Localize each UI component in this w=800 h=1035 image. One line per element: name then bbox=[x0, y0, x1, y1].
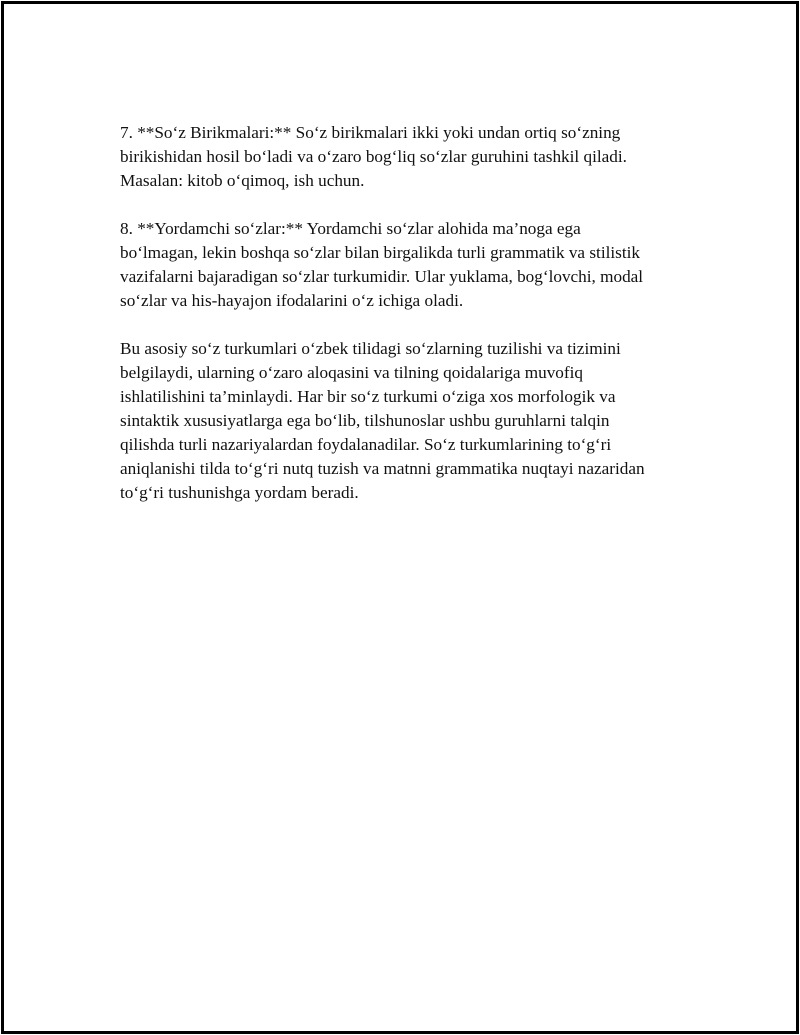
text-line: 8. **Yordamchi so‘zlar:** Yordamchi so‘zlar alohida ma’noga ega bbox=[120, 219, 581, 238]
text-line: Masalan: kitob o‘qimoq, ish uchun. bbox=[120, 171, 365, 190]
text-line: birikishidan hosil bo‘ladi va o‘zaro bog‘liq so‘zlar guruhini tashkil qiladi. bbox=[120, 147, 627, 166]
text-line: so‘zlar va his-hayajon ifodalarini o‘z ichiga oladi. bbox=[120, 291, 464, 310]
text-line: sintaktik xususiyatlarga ega bo‘lib, tilshunoslar ushbu guruhlarni talqin bbox=[120, 411, 610, 430]
text-line: bo‘lmagan, lekin boshqa so‘zlar bilan birgalikda turli grammatik va stilistik bbox=[120, 243, 640, 262]
text-line: 7. **So‘z Birikmalari:** So‘z birikmalari ikki yoki undan ortiq so‘zning bbox=[120, 123, 621, 142]
text-line: aniqlanishi tilda to‘g‘ri nutq tuzish va matnni grammatika nuqtayi nazaridan bbox=[120, 459, 645, 478]
text-line: belgilaydi, ularning o‘zaro aloqasini va tilning qoidalariga muvofiq bbox=[120, 363, 583, 382]
text-line: qilishda turli nazariyalardan foydalanadilar. So‘z turkumlarining to‘g‘ri bbox=[120, 435, 612, 454]
text-line: vazifalarni bajaradigan so‘zlar turkumidir. Ular yuklama, bog‘lovchi, modal bbox=[120, 267, 644, 286]
text-line: Bu asosiy so‘z turkumlari o‘zbek tilidagi so‘zlarning tuzilishi va tizimini bbox=[120, 339, 621, 358]
document-page bbox=[1, 1, 799, 1034]
paragraph-soz-birikmalari bbox=[120, 121, 690, 193]
text-line: ishlatilishini ta’minlaydi. Har bir so‘z turkumi o‘ziga xos morfologik va bbox=[120, 387, 616, 406]
paragraph-conclusion bbox=[120, 337, 690, 505]
document-body bbox=[120, 121, 690, 505]
text-line: to‘g‘ri tushunishga yordam beradi. bbox=[120, 483, 359, 502]
paragraph-yordamchi-sozlar bbox=[120, 217, 690, 313]
